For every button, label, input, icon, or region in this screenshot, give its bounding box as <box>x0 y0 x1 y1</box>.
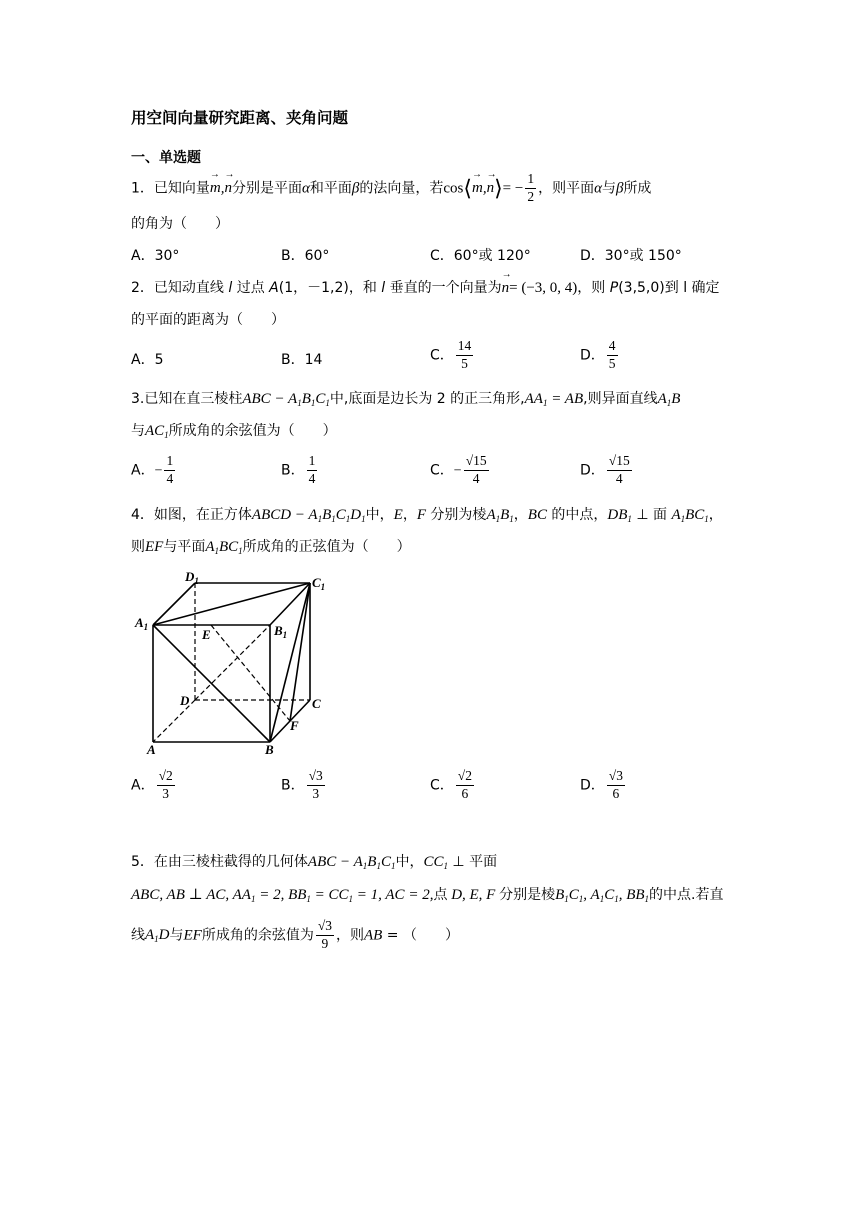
q5-ab: AB <box>364 927 383 944</box>
q4-point-e: E <box>393 507 403 523</box>
q3-text-e: 所成角的余弦值为（ ） <box>168 423 337 439</box>
q4-edge-bc: BC <box>527 507 547 523</box>
q2-point-p: P <box>609 280 619 296</box>
q4-perp: ⊥ 面 <box>631 507 672 523</box>
q1-option-a: A．30° <box>131 248 180 264</box>
q4-text-e: ， <box>513 507 528 523</box>
q3-equation: $AA_1$ = AB <box>524 391 584 408</box>
question-4-line-2: 则EF与平面$A_1BC_1$所成角的正弦值为（ ） <box>131 539 411 556</box>
q2-coord-p: (3,5,0)到 l 确定 <box>618 280 720 296</box>
q1-cos: cos <box>443 180 464 197</box>
q2-text-c: 垂直的一个向量为 <box>385 280 502 296</box>
q4-edge-a1b1: $A_1B_1$ <box>486 507 514 524</box>
q4-option-c: C． $\frac{√2}{6}$ <box>430 768 472 801</box>
q4-point-f: F <box>416 507 426 523</box>
q3-text-a: 3.已知在直三棱柱 <box>131 391 243 407</box>
q4-text-j: 所成角的正弦值为（ ） <box>242 539 411 555</box>
q4-option-d: D． $\frac{√3}{6}$ <box>580 768 623 801</box>
question-3-line-1 <box>131 388 680 408</box>
question-1-line-2: 的角为（ ） <box>131 216 229 232</box>
q4-text-f: 的中点， <box>546 507 608 523</box>
label-c1: $C_1$ <box>312 575 326 592</box>
q5-text-i: 所成角的余弦值为 <box>201 927 314 944</box>
q3-option-b: B． $\frac{1}{4}$ <box>281 453 316 486</box>
question-5-line-3: 线$A_1D$与EF所成角的余弦值为 $\frac{√3}{9}$ ，则AB = （ ） <box>131 918 459 951</box>
q3-text-d: 与 <box>131 423 145 439</box>
q4-cube: ABCD − $A_1B_1C_1D_1$ <box>251 507 366 524</box>
question-5-line-1: 5．在由三棱柱截得的几何体ABC − $A_1B_1C_1$中，$CC_1$ ⊥ 平面 <box>131 854 498 871</box>
q2-option-a: A．5 <box>131 352 164 368</box>
label-a1: $A_1$ <box>135 615 149 632</box>
q1-text-g: 所成 <box>623 180 652 197</box>
q5-text-d: 点 <box>433 887 448 903</box>
question-2-line-2: 的平面的距离为（ ） <box>131 312 285 328</box>
q1-equals: = − <box>502 180 524 197</box>
q2-text-d: ，则 <box>577 280 610 296</box>
q3-segment-a1b: $A_1B$ <box>657 391 681 408</box>
q5-text-f: 的中点.若直 <box>649 887 724 903</box>
q1-vector-m: → m <box>210 180 221 197</box>
label-d1: $D_1$ <box>185 569 199 586</box>
q1-option-c: C．60°或 120° <box>430 248 531 264</box>
q2-option-c: C． $\frac{14}{5}$ <box>430 338 472 371</box>
q1-alpha: α <box>302 180 310 197</box>
q3-prism: ABC − $A_1B_1C_1$ <box>242 391 330 408</box>
q1-text-a: 1．已知向量 <box>131 180 210 197</box>
q4-option-b: B． $\frac{√3}{3}$ <box>281 768 323 801</box>
q4-text-b: 中， <box>365 507 394 523</box>
q5-text-g: 线 <box>131 927 145 944</box>
q4-segment-db1: $DB_1$ <box>607 507 632 524</box>
q5-text-j: ，则 <box>336 927 365 944</box>
q2-option-b: B．14 <box>281 352 323 368</box>
section-heading: 一、单选题 <box>131 150 201 166</box>
question-3-line-2 <box>131 420 337 440</box>
q1-option-b: B．60° <box>281 248 330 264</box>
q5-conditions: ABC, AB ⊥ AC, $AA_1 = 2$, $BB_1 = CC_1 = 1$, AC = 2, <box>131 887 434 904</box>
q5-text-k: = （ ） <box>382 927 459 944</box>
q2-coord-a: (1，－1,2)，和 <box>278 280 382 296</box>
q2-vector-value: = (−3, 0, 4) <box>509 280 578 296</box>
label-b: B <box>265 742 274 757</box>
q4-text-a: 4．如图，在正方体 <box>131 507 252 523</box>
q3-text-b: 中,底面是边长为 2 的正三角形, <box>329 391 525 407</box>
q1-fraction: $\frac{1}{2}$ <box>527 171 535 204</box>
label-a: A <box>147 742 156 757</box>
q4-text-h: 则 <box>131 539 145 555</box>
label-b1: $B_1$ <box>274 623 288 640</box>
q4-text-d: 分别为棱 <box>425 507 487 523</box>
q2-text-b: 过点 <box>232 280 270 296</box>
q5-text-h: 与 <box>169 927 184 944</box>
q3-text-c: ,则异面直线 <box>583 391 658 407</box>
question-2-line-1: 2．已知动直线 l 过点 A(1，－1,2)，和 l 垂直的一个向量为→ n= (−3, 0, 4)，则 P(3,5,0)到 l 确定 <box>131 277 720 297</box>
q1-text-c: 和平面 <box>309 180 352 197</box>
q4-text-c: ， <box>402 507 417 523</box>
q5-fraction: $\frac{√3}{9}$ <box>317 918 333 951</box>
q1-text-f: 与 <box>601 180 616 197</box>
label-c: C <box>312 696 321 711</box>
q2-option-d: D． $\frac{4}{5}$ <box>580 338 616 371</box>
label-e: E <box>202 627 211 642</box>
q1-text-e: ，则平面 <box>538 180 595 197</box>
question-4-line-1 <box>131 504 723 524</box>
q5-text-c: ⊥ 平面 <box>447 854 498 870</box>
label-f: F <box>290 718 299 733</box>
cube-figure <box>130 565 340 760</box>
question-1-line-1: 1．已知向量→ m,→ n分别是平面α和平面β的法向量，若cos⟨→ m,→ n⟩= − $\frac{1}{2}$ ，则平面α与β所成 <box>131 171 651 206</box>
q2-point-a: A <box>269 280 279 296</box>
q1-beta: β <box>351 180 360 197</box>
q5-text-b: 中， <box>395 854 424 870</box>
q2-text-a: 2．已知动直线 <box>131 280 229 296</box>
q1-text-d: 的法向量，若 <box>359 180 444 197</box>
q4-segment-ef: EF <box>145 539 164 555</box>
q2-line-l: l <box>228 280 233 296</box>
question-5-line-2: ABC, AB ⊥ AC, $AA_1 = 2$, $BB_1 = CC_1 = 1$, AC = 2,点 D, E, F 分别是棱$B_1C_1$, $A_1C_1$, $BB_1$的中点.若直 <box>131 887 724 904</box>
q2-vector-n: → n <box>502 280 510 297</box>
q4-text-i: 与平面 <box>163 539 206 555</box>
q4-text-g: ， <box>708 507 723 523</box>
q5-text-e: 分别是棱 <box>499 887 556 903</box>
q3-segment-ac1: $AC_1$ <box>145 423 169 440</box>
q3-option-c: C．− $\frac{√15}{4}$ <box>430 453 487 486</box>
q3-option-d: D． $\frac{√15}{4}$ <box>580 453 630 486</box>
q5-text-a: 5．在由三棱柱截得的几何体 <box>131 854 308 870</box>
q4-plane-a1bc1: $A_1BC_1$ <box>671 507 709 524</box>
label-d: D <box>180 693 190 708</box>
q1-text-b: 分别是平面 <box>232 180 303 197</box>
q1-option-d: D．30°或 150° <box>580 248 682 264</box>
q4-option-a: A． $\frac{√2}{3}$ <box>131 768 173 801</box>
q1-vector-n: → n <box>225 180 233 197</box>
q5-points: D, E, F <box>447 887 500 903</box>
q5-segment-cc1: $CC_1$ <box>423 854 448 871</box>
page-title: 用空间向量研究距离、夹角问题 <box>131 109 349 127</box>
q3-option-a: A．− $\frac{1}{4}$ <box>131 453 174 486</box>
